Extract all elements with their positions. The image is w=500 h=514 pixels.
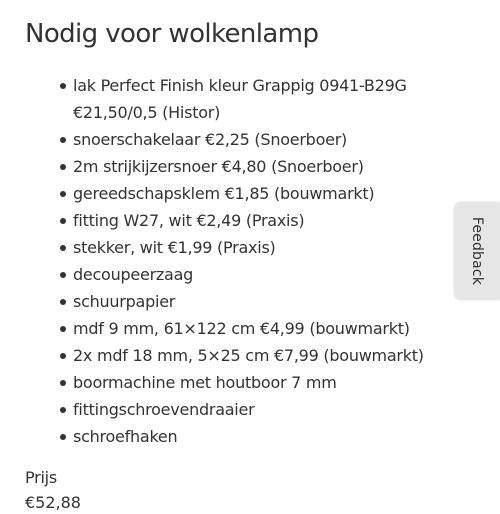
bullet-icon	[60, 407, 66, 413]
feedback-label: Feedback	[469, 216, 486, 286]
list-item: decoupeerzaag	[25, 261, 465, 288]
price-value: €52,88	[25, 493, 81, 512]
materials-section	[25, 14, 465, 450]
price-label: Prijs	[25, 468, 57, 487]
bullet-icon	[60, 218, 66, 224]
bullet-icon	[60, 272, 66, 278]
bullet-icon	[60, 245, 66, 251]
list-item: 2x mdf 18 mm, 5×25 cm €7,99 (bouwmarkt)	[25, 342, 465, 369]
list-item: snoerschakelaar €2,25 (Snoerboer)	[25, 126, 465, 153]
list-item: boormachine met houtboor 7 mm	[25, 369, 465, 396]
bullet-icon	[60, 299, 66, 305]
bullet-icon	[60, 164, 66, 170]
list-item: 2m strijkijzersnoer €4,80 (Snoerboer)	[25, 153, 465, 180]
list-item: schroefhaken	[25, 423, 465, 450]
materials-list	[25, 72, 465, 450]
bullet-icon	[60, 353, 66, 359]
list-item: fittingschroevendraaier	[25, 396, 465, 423]
bullet-icon	[60, 83, 66, 89]
bullet-icon	[60, 434, 66, 440]
section-title: Nodig voor wolkenlamp	[25, 19, 319, 49]
bullet-icon	[60, 326, 66, 332]
list-item: stekker, wit €1,99 (Praxis)	[25, 234, 465, 261]
list-item: schuurpapier	[25, 288, 465, 315]
bullet-icon	[60, 380, 66, 386]
bullet-icon	[60, 191, 66, 197]
list-item: gereedschapsklem €1,85 (bouwmarkt)	[25, 180, 465, 207]
list-item: fitting W27, wit €2,49 (Praxis)	[25, 207, 465, 234]
feedback-button[interactable]	[455, 203, 500, 299]
list-item: lak Perfect Finish kleur Grappig 0941-B29G €21,50/0,5 (Histor)	[25, 72, 465, 126]
list-item: mdf 9 mm, 61×122 cm €4,99 (bouwmarkt)	[25, 315, 465, 342]
bullet-icon	[60, 137, 66, 143]
